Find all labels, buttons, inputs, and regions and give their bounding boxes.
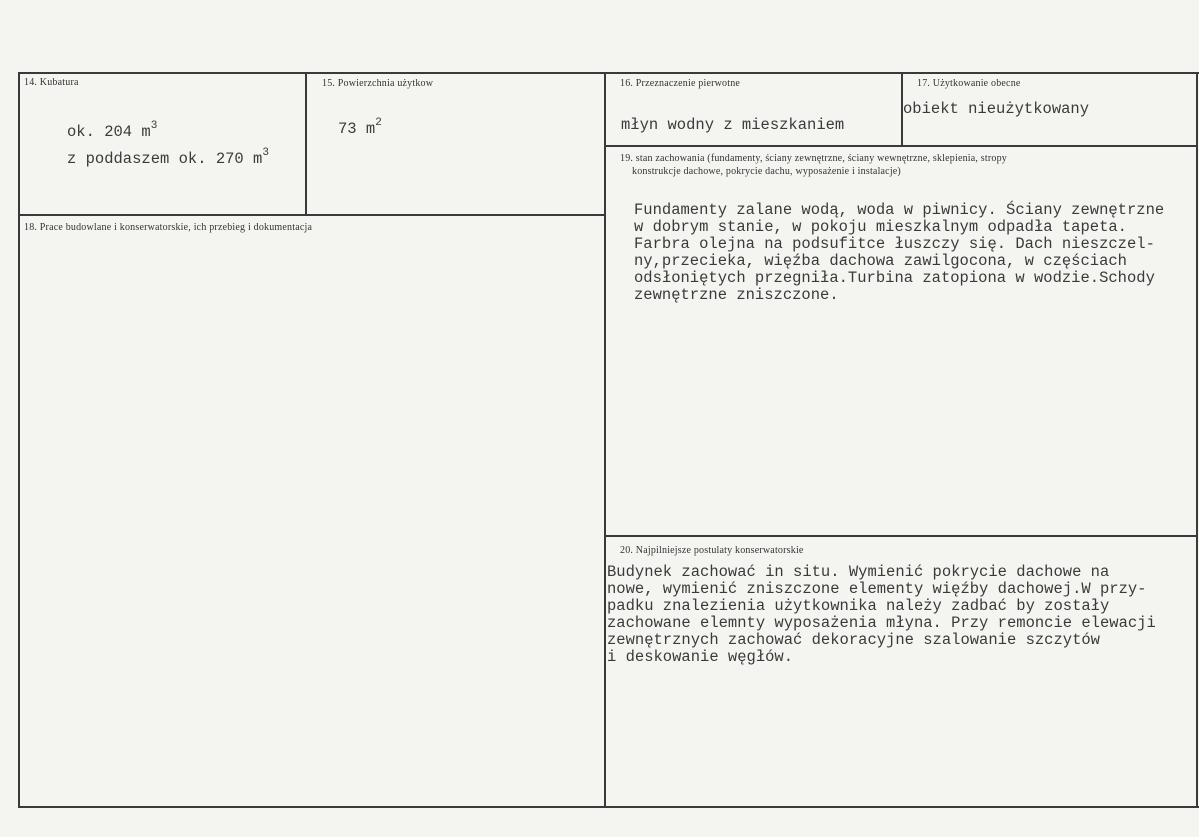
field-15-area: 73 m (338, 120, 376, 139)
divider-center (604, 72, 606, 808)
field-14-attic-volume: z poddaszem ok. 270 m (67, 150, 263, 169)
field-19-line-4: ny,przecieka, więźba dachowa zawilgocona, w częściach (634, 252, 1127, 270)
row-divider-right (604, 145, 1198, 147)
field-20-line-4: zachowane elemnty wyposażenia młyna. Przy remoncie elewacji (607, 614, 1156, 632)
row-divider-19-20 (604, 535, 1198, 537)
field-19-label-line1: 19. stan zachowania (fundamenty, ściany zewnętrzne, ściany wewnętrzne, sklepienia, stropy (620, 153, 1008, 164)
field-17-label: 17. Użytkowanie obecne (917, 78, 1021, 89)
field-14-attic-unit-exponent: 3 (262, 147, 269, 159)
row-divider-left (18, 214, 606, 216)
field-14-unit-exponent: 3 (150, 120, 158, 132)
field-19-line-5: odsłoniętych przegniła.Turbina zatopiona w wodzie.Schody (634, 269, 1155, 287)
field-19-line-2: w dobrym stanie, w pokoju mieszkalnym odpadła tapeta. (634, 218, 1127, 236)
field-15-unit-exponent: 2 (375, 117, 382, 129)
field-14-value-line2 (67, 147, 269, 168)
top-border (18, 72, 1199, 74)
bottom-border (18, 806, 1199, 808)
left-border (18, 72, 20, 808)
field-19-label-line2: konstrukcje dachowe, pokrycie dachu, wyposażenie i instalacje) (632, 166, 901, 177)
field-15-value (338, 117, 382, 138)
field-14-value-line1 (67, 120, 157, 141)
field-16-label: 16. Przeznaczenie pierwotne (620, 78, 741, 89)
field-14-volume: ok. 204 m (67, 123, 151, 142)
field-19-line-1: Fundamenty zalane wodą, woda w piwnicy. Ściany zewnętrzne (634, 201, 1165, 219)
field-20-line-3: padku znalezienia użytkownika należy zadbać by zostały (607, 597, 1110, 615)
field-19-line-3: Farbra olejna na podsufitce łuszczy się. Dach nieszczel- (634, 235, 1155, 253)
right-border (1196, 72, 1198, 808)
field-16-value: młyn wodny z mieszkaniem (621, 116, 845, 134)
field-17-value: obiekt nieużytkowany (903, 100, 1090, 118)
field-19-line-6: zewnętrzne zniszczone. (634, 286, 839, 304)
field-15-label: 15. Powierzchnia użytkow (322, 78, 434, 89)
field-18-label: 18. Prace budowlane i konserwatorskie, ich przebieg i dokumentacja (24, 222, 313, 233)
field-20-line-5: zewnętrznych zachować dekoracyjne szalowanie szczytów (607, 631, 1100, 649)
field-20-line-6: i deskowanie węgłów. (607, 648, 794, 666)
field-20-line-2: nowe, wymienić zniszczone elementy więźby dachowej.W przy- (607, 580, 1147, 598)
field-14-label: 14. Kubatura (24, 77, 79, 88)
field-20-line-1: Budynek zachować in situ. Wymienić pokrycie dachowe na (607, 563, 1110, 581)
field-20-label: 20. Najpilniejsze postulaty konserwatorskie (620, 545, 804, 556)
divider-14-15 (305, 72, 307, 216)
